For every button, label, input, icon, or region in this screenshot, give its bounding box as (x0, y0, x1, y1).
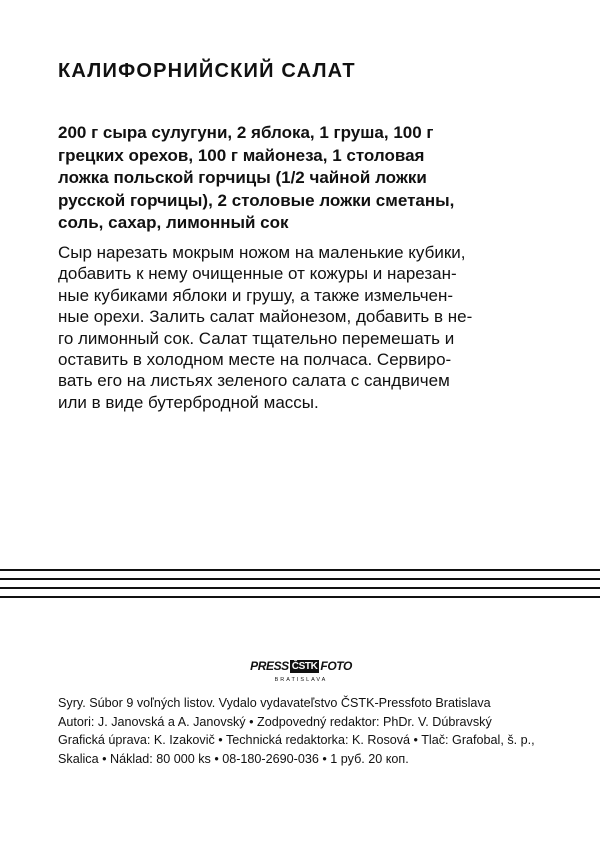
instructions-line: Сыр нарезать мокрым ножом на маленькие кубики, (58, 243, 466, 262)
colophon-line: Syry. Súbor 9 voľných listov. Vydalo vydavateľstvo ČSTK-Pressfoto Bratislava (58, 696, 491, 710)
publisher-logo (250, 656, 352, 692)
instructions-line: или в виде бутербродной массы. (58, 392, 319, 412)
colophon (58, 694, 578, 768)
ingredients-line: ложка польской горчицы (1/2 чайной ложки (58, 168, 427, 187)
decorative-rules (0, 569, 600, 601)
instructions-line: го лимонный сок. Салат тщательно перемешать и (58, 328, 455, 348)
instructions-line: ные орехи. Залить салат майонезом, добавить в не- (58, 307, 473, 327)
ingredients-line: соль, сахар, лимонный сок (58, 213, 289, 232)
ingredients-line: 200 г сыра сулугуни, 2 яблока, 1 груша, 100 г (58, 123, 434, 142)
colophon-line: Grafická úprava: K. Izakovič • Technická redaktorka: K. Rosová • Tlač: Grafobal, š. p., (58, 733, 535, 747)
instructions-line: добавить к нему очищенные от кожуры и нарезан- (58, 264, 457, 284)
logo-city: BRATISLAVA (274, 677, 328, 683)
logo-wordmark (250, 656, 352, 676)
logo-text-foto: FOTO (320, 659, 352, 673)
instructions-line: вать его на листьях зеленого салата с сандвичем (58, 371, 450, 391)
divider-line (0, 596, 600, 598)
ingredients-line: грецких орехов, 100 г майонеза, 1 столовая (58, 145, 425, 165)
recipe-title: КАЛИФОРНИЙСКИЙ САЛАТ (58, 60, 356, 82)
ingredients-line: русской горчицы), 2 столовые ложки сметаны, (58, 190, 455, 210)
divider-line (0, 569, 600, 571)
logo-text-cstk: ČSTK (291, 660, 318, 672)
divider-line (0, 587, 600, 589)
colophon-line: Skalica • Náklad: 80 000 ks • 08-180-2690-036 • 1 руб. 20 коп. (58, 751, 409, 766)
colophon-line: Autori: J. Janovská a A. Janovský • Zodpovedný redaktor: PhDr. V. Dúbravský (58, 714, 492, 729)
instructions-line: ные кубиками яблоки и грушу, а также измельчен- (58, 285, 454, 305)
ingredients-list (58, 122, 558, 235)
instructions-paragraph (58, 242, 578, 413)
logo-text-press: PRESS (250, 659, 289, 673)
divider-line (0, 578, 600, 580)
instructions-line: оставить в холодном месте на полчаса. Сервиро- (58, 350, 452, 370)
